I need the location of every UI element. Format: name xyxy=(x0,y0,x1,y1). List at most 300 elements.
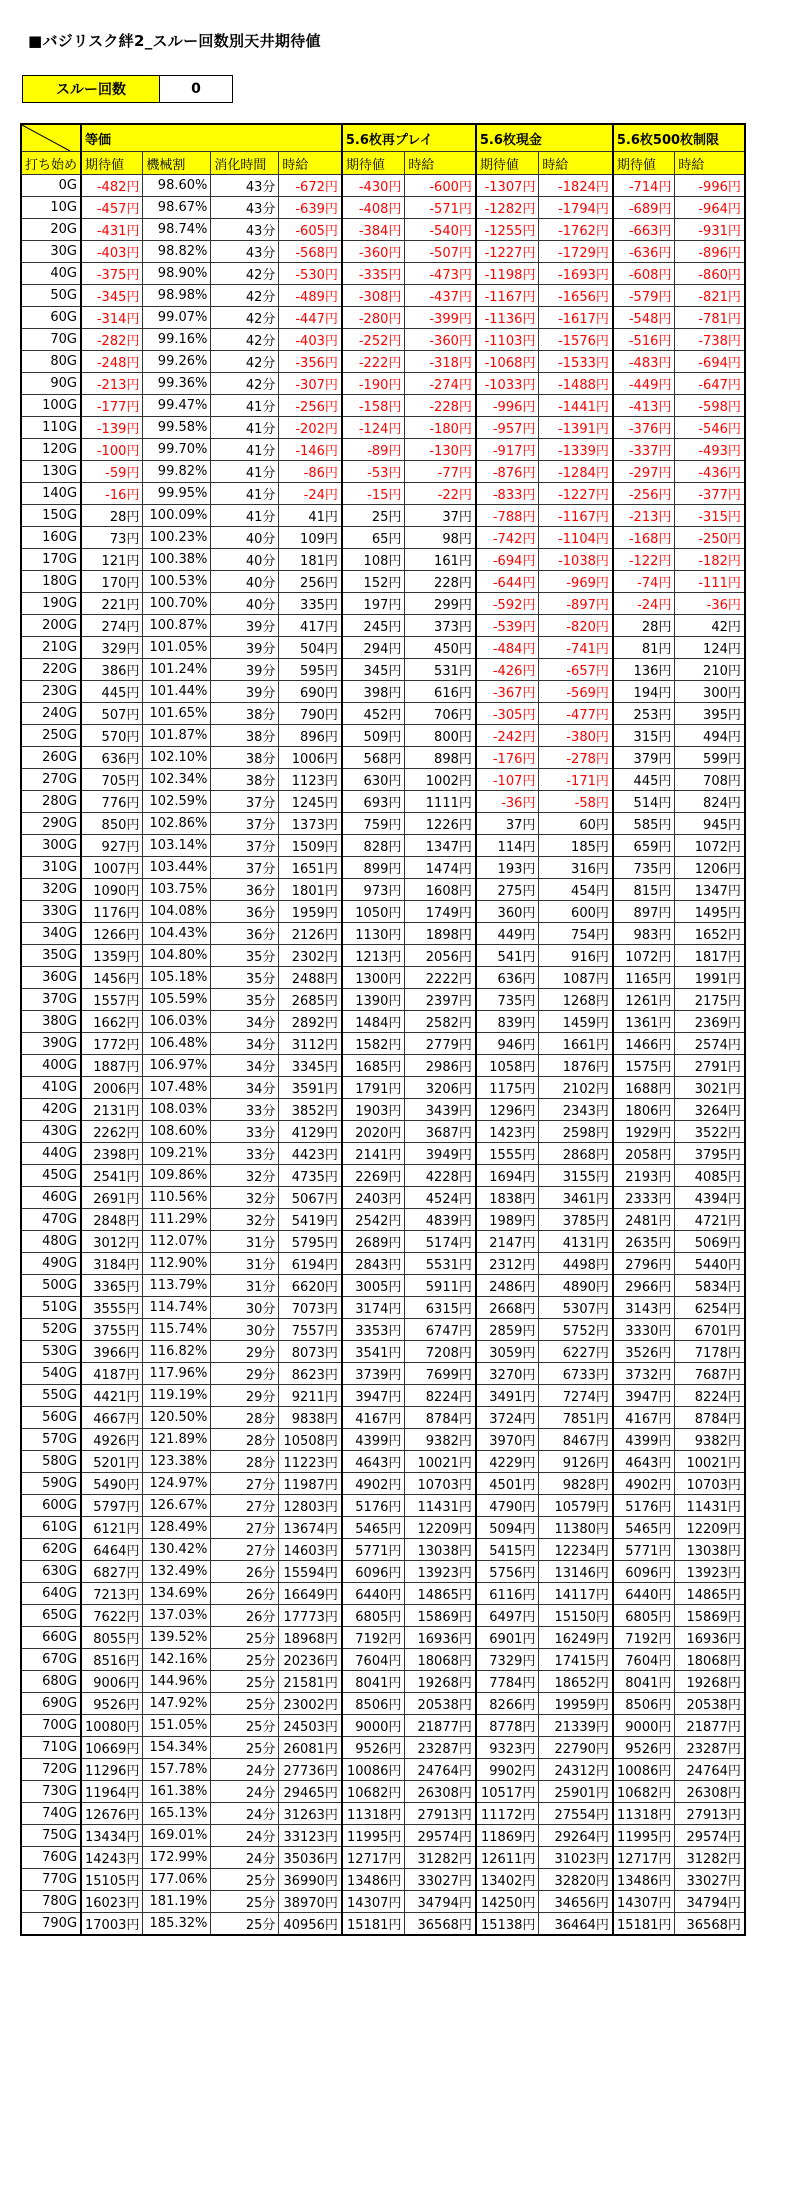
col-ev-equal-cell: 636円 xyxy=(81,747,143,769)
col-ev-replay-cell: 152円 xyxy=(342,571,405,593)
col-hourly-equal-cell: -256円 xyxy=(279,395,342,417)
col-duration-cell: 31分 xyxy=(211,1253,279,1275)
table-row xyxy=(21,571,745,593)
col-ev-limit-cell: 6096円 xyxy=(613,1561,675,1583)
col-hourly-equal-cell: 256円 xyxy=(279,571,342,593)
col-ev-cash-cell: -176円 xyxy=(476,747,539,769)
table-row xyxy=(21,945,745,967)
col-ev-replay-cell: 2020円 xyxy=(342,1121,405,1143)
table-row xyxy=(21,681,745,703)
col-hourly-limit-cell: 3264円 xyxy=(675,1099,745,1121)
col-start-game-cell: 370G xyxy=(21,989,81,1011)
col-duration-cell: 37分 xyxy=(211,857,279,879)
col-payout-rate-cell: 103.14% xyxy=(143,835,211,857)
table-row xyxy=(21,857,745,879)
col-hourly-limit-cell: -493円 xyxy=(675,439,745,461)
col-payout-rate-cell: 105.18% xyxy=(143,967,211,989)
col-ev-cash-cell: 3491円 xyxy=(476,1385,539,1407)
col-duration-cell: 27分 xyxy=(211,1517,279,1539)
col-payout-rate-cell: 100.53% xyxy=(143,571,211,593)
col-start-game-cell: 320G xyxy=(21,879,81,901)
col-start-game-cell: 540G xyxy=(21,1363,81,1385)
table-row xyxy=(21,1583,745,1605)
col-hourly-cash-cell: 2598円 xyxy=(539,1121,613,1143)
col-ev-replay-cell: 5771円 xyxy=(342,1539,405,1561)
col-ev-cash-cell: 541円 xyxy=(476,945,539,967)
col-hourly-replay-cell: -318円 xyxy=(405,351,476,373)
col-ev-replay-cell: 1300円 xyxy=(342,967,405,989)
col-duration-cell: 41分 xyxy=(211,417,279,439)
col-ev-cash-cell: -426円 xyxy=(476,659,539,681)
table-row xyxy=(21,967,745,989)
table-row xyxy=(21,725,745,747)
col-ev-cash-cell: -1255円 xyxy=(476,219,539,241)
table-row xyxy=(21,505,745,527)
col-ev-limit-cell: 194円 xyxy=(613,681,675,703)
col-start-game-cell: 140G xyxy=(21,483,81,505)
col-hourly-replay-cell: 228円 xyxy=(405,571,476,593)
col-ev-equal-cell: 3755円 xyxy=(81,1319,143,1341)
col-ev-equal-cell: 121円 xyxy=(81,549,143,571)
col-ev-equal-cell: 2398円 xyxy=(81,1143,143,1165)
col-ev-limit-cell: 585円 xyxy=(613,813,675,835)
col-ev-cash-cell: -1068円 xyxy=(476,351,539,373)
col-duration-cell: 38分 xyxy=(211,725,279,747)
col-payout-rate-cell: 161.38% xyxy=(143,1781,211,1803)
col-ev-cash-cell: 839円 xyxy=(476,1011,539,1033)
col-hourly-equal-cell: 11223円 xyxy=(279,1451,342,1473)
table-row xyxy=(21,483,745,505)
col-ev-limit-cell: -413円 xyxy=(613,395,675,417)
col-ev-cash-cell: 114円 xyxy=(476,835,539,857)
col-hourly-equal-cell: -672円 xyxy=(279,175,342,197)
col-ev-equal-cell: 1090円 xyxy=(81,879,143,901)
col-ev-cash-cell: 12611円 xyxy=(476,1847,539,1869)
col-ev-equal-cell: 5490円 xyxy=(81,1473,143,1495)
col-hourly-limit-cell: 9382円 xyxy=(675,1429,745,1451)
col-ev-limit-cell: 3143円 xyxy=(613,1297,675,1319)
col-payout-rate-cell: 101.44% xyxy=(143,681,211,703)
col-ev-limit-cell: 3330円 xyxy=(613,1319,675,1341)
col-payout-rate-cell: 142.16% xyxy=(143,1649,211,1671)
col-hourly-equal-cell: -639円 xyxy=(279,197,342,219)
table-row xyxy=(21,329,745,351)
col-ev-replay-cell: 1484円 xyxy=(342,1011,405,1033)
col-start-game-cell: 70G xyxy=(21,329,81,351)
col-ev-cash-cell: 3970円 xyxy=(476,1429,539,1451)
col-hourly-replay-cell: 19268円 xyxy=(405,1671,476,1693)
col-hourly-equal-cell: 3852円 xyxy=(279,1099,342,1121)
col-duration-cell: 42分 xyxy=(211,285,279,307)
table-row xyxy=(21,1451,745,1473)
col-ev-limit-cell: 8041円 xyxy=(613,1671,675,1693)
col-ev-limit-cell: 7604円 xyxy=(613,1649,675,1671)
col-ev-replay-cell: 12717円 xyxy=(342,1847,405,1869)
col-hourly-equal-cell: 504円 xyxy=(279,637,342,659)
page-title: ■バジリスク絆2_スルー回数別天井期待値 xyxy=(28,32,321,50)
col-hourly-equal-cell: -447円 xyxy=(279,307,342,329)
col-hourly-limit-cell: 36568円 xyxy=(675,1913,745,1936)
col-hourly-cash-cell: 15150円 xyxy=(539,1605,613,1627)
col-duration-cell: 27分 xyxy=(211,1473,279,1495)
col-ev-limit-cell: -516円 xyxy=(613,329,675,351)
col-start-game-cell: 40G xyxy=(21,263,81,285)
col-hourly-equal-cell: 26081円 xyxy=(279,1737,342,1759)
table-row xyxy=(21,923,745,945)
col-ev-limit-cell: -449円 xyxy=(613,373,675,395)
col-hourly-cash-cell: 1087円 xyxy=(539,967,613,989)
col-hourly-equal-cell: 29465円 xyxy=(279,1781,342,1803)
col-ev-replay-cell: 6096円 xyxy=(342,1561,405,1583)
col-hourly-replay-cell: 13038円 xyxy=(405,1539,476,1561)
col-ev-replay-cell: 2542円 xyxy=(342,1209,405,1231)
col-start-game-cell: 330G xyxy=(21,901,81,923)
col-ev-cash-cell: 5756円 xyxy=(476,1561,539,1583)
table-row xyxy=(21,1209,745,1231)
col-duration-cell: 42分 xyxy=(211,373,279,395)
col-ev-replay-cell: -308円 xyxy=(342,285,405,307)
table-row xyxy=(21,1495,745,1517)
col-ev-equal-cell: 1266円 xyxy=(81,923,143,945)
col-hourly-cash-cell: 5752円 xyxy=(539,1319,613,1341)
table-row xyxy=(21,1671,745,1693)
col-duration-cell: 42分 xyxy=(211,263,279,285)
col-hourly-replay-cell: 16936円 xyxy=(405,1627,476,1649)
col-start-game-cell: 180G xyxy=(21,571,81,593)
col-duration-cell: 34分 xyxy=(211,1077,279,1099)
table-row xyxy=(21,835,745,857)
col-ev-replay-cell: -335円 xyxy=(342,263,405,285)
table-row xyxy=(21,1693,745,1715)
col-start-game-cell: 600G xyxy=(21,1495,81,1517)
col-duration-cell: 28分 xyxy=(211,1407,279,1429)
col-hourly-replay-cell: 37円 xyxy=(405,505,476,527)
col-start-game-cell: 500G xyxy=(21,1275,81,1297)
col-start-game-cell: 660G xyxy=(21,1627,81,1649)
col-hourly-limit-cell: 34794円 xyxy=(675,1891,745,1913)
table-row xyxy=(21,1847,745,1869)
col-ev-replay-cell: 1685円 xyxy=(342,1055,405,1077)
col-start-game-cell: 650G xyxy=(21,1605,81,1627)
col-payout-rate-cell: 98.67% xyxy=(143,197,211,219)
col-hourly-limit-cell: 29574円 xyxy=(675,1825,745,1847)
col-duration-cell: 30分 xyxy=(211,1319,279,1341)
col-ev-equal-cell: 12676円 xyxy=(81,1803,143,1825)
col-hourly-cash-cell: 1876円 xyxy=(539,1055,613,1077)
col-duration-cell: 26分 xyxy=(211,1561,279,1583)
col-payout-rate-cell: 128.49% xyxy=(143,1517,211,1539)
col-hourly-cash-cell: -1284円 xyxy=(539,461,613,483)
col-ev-equal-cell: 4421円 xyxy=(81,1385,143,1407)
col-duration-cell: 26分 xyxy=(211,1605,279,1627)
col-start-game-cell: 20G xyxy=(21,219,81,241)
col-hourly-limit-cell: -781円 xyxy=(675,307,745,329)
col-ev-equal-cell: -100円 xyxy=(81,439,143,461)
col-start-game-cell: 730G xyxy=(21,1781,81,1803)
col-hourly-replay-cell: 10021円 xyxy=(405,1451,476,1473)
col-hourly-limit-cell: 300円 xyxy=(675,681,745,703)
col-hourly-replay-cell: 5531円 xyxy=(405,1253,476,1275)
col-hourly-limit-cell: 2175円 xyxy=(675,989,745,1011)
col-start-game-cell: 770G xyxy=(21,1869,81,1891)
col-hourly-replay-cell: 1898円 xyxy=(405,923,476,945)
col-ev-limit-cell: 4167円 xyxy=(613,1407,675,1429)
col-duration-cell: 35分 xyxy=(211,945,279,967)
col-ev-equal-cell: 386円 xyxy=(81,659,143,681)
col-ev-replay-cell: 3005円 xyxy=(342,1275,405,1297)
col-ev-equal-cell: 5797円 xyxy=(81,1495,143,1517)
col-payout-rate-cell: 100.87% xyxy=(143,615,211,637)
col-ev-equal-cell: 14243円 xyxy=(81,1847,143,1869)
col-hourly-limit-cell: 4394円 xyxy=(675,1187,745,1209)
col-ev-cash-cell: -592円 xyxy=(476,593,539,615)
col-payout-rate-cell: 115.74% xyxy=(143,1319,211,1341)
col-payout-rate-cell: 103.44% xyxy=(143,857,211,879)
col-hourly-limit-cell: 3795円 xyxy=(675,1143,745,1165)
table-row xyxy=(21,1275,745,1297)
col-ev-equal-cell: 17003円 xyxy=(81,1913,143,1936)
table-row xyxy=(21,527,745,549)
col-ev-cash-cell: -917円 xyxy=(476,439,539,461)
through-count-value[interactable]: 0 xyxy=(160,76,233,103)
col-ev-limit-cell: 2193円 xyxy=(613,1165,675,1187)
col-duration-cell: 25分 xyxy=(211,1891,279,1913)
col-ev-equal-cell: -59円 xyxy=(81,461,143,483)
col-ev-replay-cell: 509円 xyxy=(342,725,405,747)
col-hourly-cash-cell: 316円 xyxy=(539,857,613,879)
col-hourly-cash-cell: 21339円 xyxy=(539,1715,613,1737)
col-ev-cash-cell: 6116円 xyxy=(476,1583,539,1605)
col-payout-rate-cell: 105.59% xyxy=(143,989,211,1011)
col-payout-rate-cell: 151.05% xyxy=(143,1715,211,1737)
col-ev-cash-cell: 1423円 xyxy=(476,1121,539,1143)
col-ev-replay-cell: 2403円 xyxy=(342,1187,405,1209)
col-ev-limit-cell: 10682円 xyxy=(613,1781,675,1803)
col-hourly-equal-cell: 2302円 xyxy=(279,945,342,967)
col-hourly-replay-cell: 4839円 xyxy=(405,1209,476,1231)
col-duration-cell: 30分 xyxy=(211,1297,279,1319)
col-hourly-equal-cell: 1245円 xyxy=(279,791,342,813)
col-duration-cell: 32分 xyxy=(211,1187,279,1209)
col-ev-limit-cell: -663円 xyxy=(613,219,675,241)
col-ev-limit-cell: 1466円 xyxy=(613,1033,675,1055)
col-start-game-cell: 790G xyxy=(21,1913,81,1936)
col-hourly-cash-cell: 13146円 xyxy=(539,1561,613,1583)
col-ev-replay-cell: 3947円 xyxy=(342,1385,405,1407)
group-header-equal: 等価 xyxy=(81,124,342,152)
col-start-game-cell: 530G xyxy=(21,1341,81,1363)
col-hourly-cash-cell: 1459円 xyxy=(539,1011,613,1033)
col-ev-replay-cell: 6440円 xyxy=(342,1583,405,1605)
col-hourly-replay-cell: 5174円 xyxy=(405,1231,476,1253)
col-payout-rate-cell: 108.03% xyxy=(143,1099,211,1121)
col-duration-cell: 33分 xyxy=(211,1121,279,1143)
col-ev-equal-cell: 221円 xyxy=(81,593,143,615)
table-row xyxy=(21,1385,745,1407)
col-ev-equal-cell: 1007円 xyxy=(81,857,143,879)
col-payout-rate-cell: 123.38% xyxy=(143,1451,211,1473)
col-hourly-limit-cell: -36円 xyxy=(675,593,745,615)
col-ev-cash-cell: 2668円 xyxy=(476,1297,539,1319)
col-hourly-equal-cell: -146円 xyxy=(279,439,342,461)
col-duration-cell: 36分 xyxy=(211,879,279,901)
table-row xyxy=(21,351,745,373)
col-ev-cash-cell: 1694円 xyxy=(476,1165,539,1187)
table-row xyxy=(21,439,745,461)
col-ev-cash-cell: -305円 xyxy=(476,703,539,725)
col-ev-equal-cell: 6121円 xyxy=(81,1517,143,1539)
col-hourly-cash-cell: -171円 xyxy=(539,769,613,791)
col-hourly-cash-cell: -1227円 xyxy=(539,483,613,505)
col-hourly-cash-cell: -1533円 xyxy=(539,351,613,373)
col-hourly-replay-cell: -540円 xyxy=(405,219,476,241)
col-ev-equal-cell: 927円 xyxy=(81,835,143,857)
col-hourly-equal-cell: 27736円 xyxy=(279,1759,342,1781)
col-payout-rate-cell: 102.34% xyxy=(143,769,211,791)
col-hourly-cash-cell: 12234円 xyxy=(539,1539,613,1561)
table-row xyxy=(21,791,745,813)
col-hourly-replay-cell: 11431円 xyxy=(405,1495,476,1517)
table-row xyxy=(21,989,745,1011)
col-duration-cell: 26分 xyxy=(211,1583,279,1605)
col-ev-equal-cell: -403円 xyxy=(81,241,143,263)
col-hourly-replay-cell: -571円 xyxy=(405,197,476,219)
col-ev-equal-cell: 3184円 xyxy=(81,1253,143,1275)
col-hourly-limit-cell: 11431円 xyxy=(675,1495,745,1517)
table-row xyxy=(21,901,745,923)
col-hourly-replay-cell: 3206円 xyxy=(405,1077,476,1099)
col-payout-rate-cell: 112.90% xyxy=(143,1253,211,1275)
col-payout-rate-cell: 154.34% xyxy=(143,1737,211,1759)
col-hourly-limit-cell: 1991円 xyxy=(675,967,745,989)
table-row xyxy=(21,1605,745,1627)
col-hourly-replay-cell: 21877円 xyxy=(405,1715,476,1737)
col-hourly-equal-cell: 6620円 xyxy=(279,1275,342,1297)
col-hourly-equal-cell: 181円 xyxy=(279,549,342,571)
col-duration-cell: 34分 xyxy=(211,1011,279,1033)
col-hourly-equal-cell: 31263円 xyxy=(279,1803,342,1825)
col-ev-cash-cell: 3270円 xyxy=(476,1363,539,1385)
col-hourly-limit-cell: -821円 xyxy=(675,285,745,307)
col-ev-limit-cell: 379円 xyxy=(613,747,675,769)
col-ev-replay-cell: 5465円 xyxy=(342,1517,405,1539)
col-ev-replay-cell: 4643円 xyxy=(342,1451,405,1473)
col-hourly-cash-cell: -1038円 xyxy=(539,549,613,571)
col-duration-cell: 37分 xyxy=(211,813,279,835)
col-hourly-limit-cell: 8784円 xyxy=(675,1407,745,1429)
table-row xyxy=(21,1077,745,1099)
col-hourly-cash-cell: -657円 xyxy=(539,659,613,681)
col-hourly-replay-cell: 1002円 xyxy=(405,769,476,791)
col-hourly-limit-cell: 24764円 xyxy=(675,1759,745,1781)
col-start-game-cell: 380G xyxy=(21,1011,81,1033)
col-hourly-equal-cell: 41円 xyxy=(279,505,342,527)
col-hourly-limit-cell: 824円 xyxy=(675,791,745,813)
col-start-game-cell: 350G xyxy=(21,945,81,967)
col-duration-cell: 29分 xyxy=(211,1341,279,1363)
col-ev-limit-cell: 2058円 xyxy=(613,1143,675,1165)
col-ev-equal-cell: 329円 xyxy=(81,637,143,659)
col-hourly-equal-cell: 7073円 xyxy=(279,1297,342,1319)
table-row xyxy=(21,593,745,615)
col-hourly-limit-cell: 7687円 xyxy=(675,1363,745,1385)
col-hourly-replay-cell: 3439円 xyxy=(405,1099,476,1121)
col-ev-cash-cell: -957円 xyxy=(476,417,539,439)
col-ev-replay-cell: 245円 xyxy=(342,615,405,637)
through-count-label: スルー回数 xyxy=(23,76,160,103)
col-start-game-cell: 670G xyxy=(21,1649,81,1671)
col-hourly-limit-cell: 124円 xyxy=(675,637,745,659)
col-hourly-limit-cell: 1206円 xyxy=(675,857,745,879)
col-ev-replay-cell: 8041円 xyxy=(342,1671,405,1693)
col-ev-equal-cell: -139円 xyxy=(81,417,143,439)
col-duration-cell: 32分 xyxy=(211,1165,279,1187)
col-hourly-cash-cell: 916円 xyxy=(539,945,613,967)
col-hourly-equal-cell: 38970円 xyxy=(279,1891,342,1913)
col-ev-limit-cell: 13486円 xyxy=(613,1869,675,1891)
table-row xyxy=(21,637,745,659)
col-start-game-cell: 220G xyxy=(21,659,81,681)
col-ev-equal-cell: 4667円 xyxy=(81,1407,143,1429)
col-ev-replay-cell: 1903円 xyxy=(342,1099,405,1121)
col-ev-equal-cell: -345円 xyxy=(81,285,143,307)
col-hourly-equal-cell: 896円 xyxy=(279,725,342,747)
col-ev-replay-cell: -430円 xyxy=(342,175,405,197)
col-ev-cash-cell: -107円 xyxy=(476,769,539,791)
col-ev-replay-cell: -158円 xyxy=(342,395,405,417)
table-row xyxy=(21,1517,745,1539)
col-hourly-cash-cell: -569円 xyxy=(539,681,613,703)
col-start-game-cell: 80G xyxy=(21,351,81,373)
col-start-game-cell: 610G xyxy=(21,1517,81,1539)
col-payout-rate-cell: 109.86% xyxy=(143,1165,211,1187)
col-hourly-equal-cell: 11987円 xyxy=(279,1473,342,1495)
col-start-game-cell: 230G xyxy=(21,681,81,703)
col-ev-equal-cell: 1887円 xyxy=(81,1055,143,1077)
col-payout-rate-cell: 108.60% xyxy=(143,1121,211,1143)
col-payout-rate-cell: 99.26% xyxy=(143,351,211,373)
col-ev-cash-cell: -367円 xyxy=(476,681,539,703)
col-payout-rate-cell: 99.47% xyxy=(143,395,211,417)
col-ev-limit-cell: 4902円 xyxy=(613,1473,675,1495)
col-ev-replay-header: 期待値 xyxy=(342,152,405,175)
col-hourly-cash-cell: -1391円 xyxy=(539,417,613,439)
col-ev-equal-cell: 850円 xyxy=(81,813,143,835)
col-hourly-limit-cell: 16936円 xyxy=(675,1627,745,1649)
col-start-game-cell: 640G xyxy=(21,1583,81,1605)
col-hourly-cash-cell: 1268円 xyxy=(539,989,613,1011)
col-payout-rate-cell: 119.19% xyxy=(143,1385,211,1407)
col-ev-cash-cell: 8266円 xyxy=(476,1693,539,1715)
col-hourly-replay-cell: 2582円 xyxy=(405,1011,476,1033)
col-hourly-limit-cell: 13923円 xyxy=(675,1561,745,1583)
col-hourly-limit-cell: 2791円 xyxy=(675,1055,745,1077)
col-start-game-cell: 130G xyxy=(21,461,81,483)
col-ev-limit-cell: 1688円 xyxy=(613,1077,675,1099)
col-payout-rate-cell: 130.42% xyxy=(143,1539,211,1561)
col-ev-replay-cell: 197円 xyxy=(342,593,405,615)
col-ev-limit-cell: 6440円 xyxy=(613,1583,675,1605)
col-ev-limit-cell: -24円 xyxy=(613,593,675,615)
col-hourly-cash-cell: -1794円 xyxy=(539,197,613,219)
col-start-game-cell: 580G xyxy=(21,1451,81,1473)
col-duration-cell: 43分 xyxy=(211,197,279,219)
col-ev-equal-cell: 1557円 xyxy=(81,989,143,1011)
col-hourly-limit-cell: 12209円 xyxy=(675,1517,745,1539)
col-hourly-replay-cell: 6315円 xyxy=(405,1297,476,1319)
col-ev-replay-cell: 630円 xyxy=(342,769,405,791)
col-hourly-limit-cell: 3522円 xyxy=(675,1121,745,1143)
